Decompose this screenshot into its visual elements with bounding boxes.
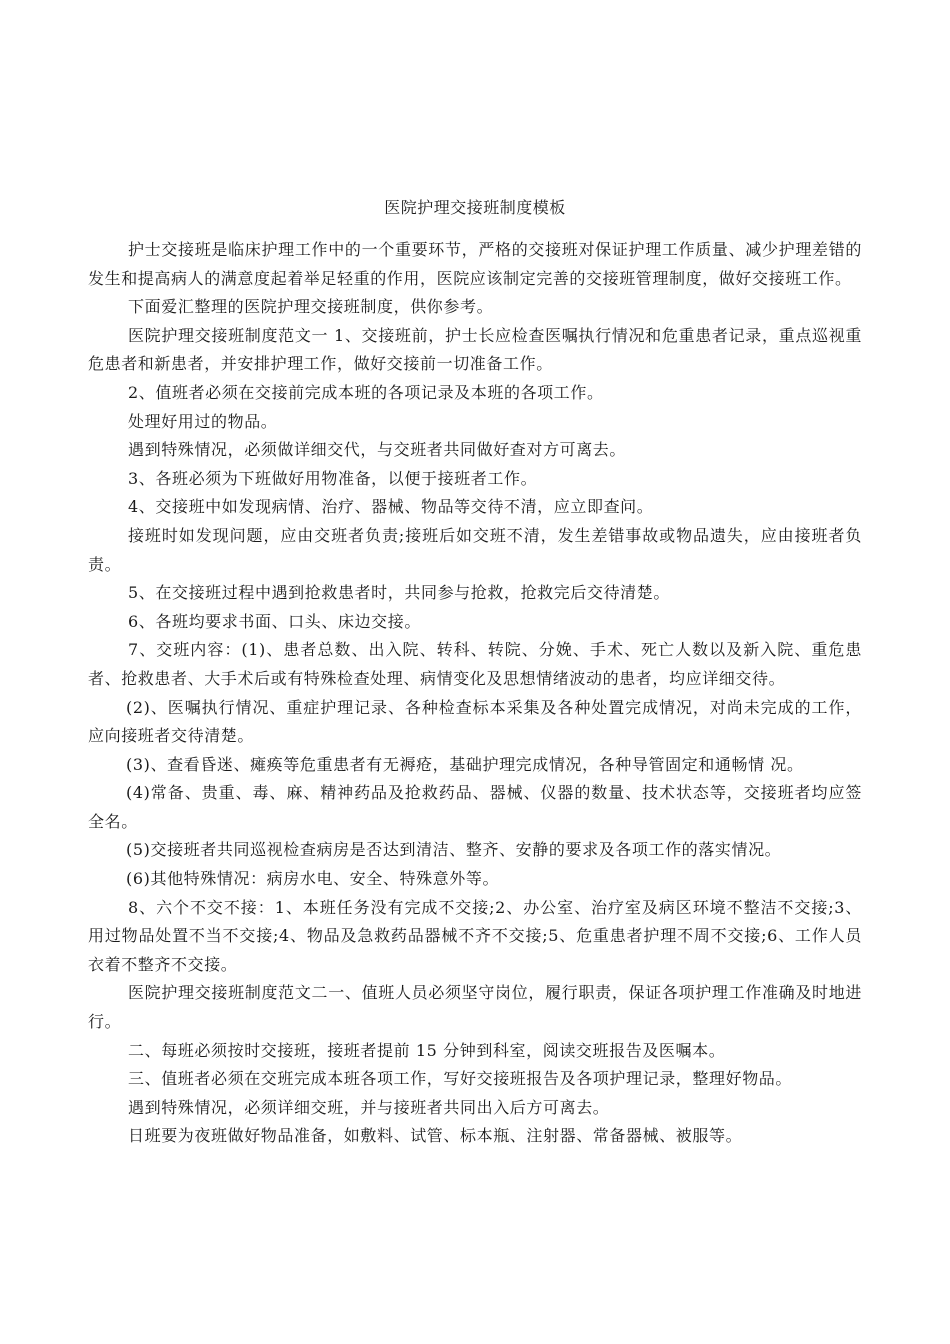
paragraph-item-8: 8、六个不交不接：1、本班任务没有完成不交接;2、办公室、治疗室及病区环境不整洁不交接;3、用过物品处置不当不交接;4、物品及急救药品器械不齐不交接;5、危重患者护理不周不交接;6、工作人员衣着不整齐不交接。 [88,897,862,974]
paragraph-template-two-item-1: 医院护理交接班制度范文二一、值班人员必须坚守岗位，履行职责，保证各项护理工作准确及时地进行。 [88,983,862,1032]
paragraph-subitem-5: (5)交接班者共同巡视检查病房是否达到清洁、整齐、安静的要求及各项工作的落实情况。 [126,840,782,860]
paragraph-reference: 下面爱汇整理的医院护理交接班制度，供你参考。 [128,297,494,317]
paragraph-subitem-3: (3)、查看昏迷、瘫痪等危重患者有无褥疮，基础护理完成情况，各种导管固定和通畅情 况。 [126,754,804,774]
paragraph-template-two-item-3: 三、值班者必须在交班完成本班各项工作，写好交接班报告及各项护理记录，整理好物品。 [128,1069,793,1089]
paragraph-item-2: 2、值班者必须在交接前完成本班的各项记录及本班的各项工作。 [128,382,604,402]
paragraph-template-one-item-1: 医院护理交接班制度范文一 1、交接班前，护士长应检查医嘱执行情况和危重患者记录，重点巡视重危患者和新患者，并安排护理工作，做好交接前一切准备工作。 [88,325,862,374]
paragraph-subitem-4: (4)常备、贵重、毒、麻、精神药品及抢救药品、器械、仪器的数量、技术状态等，交接班者均应签全名。 [88,783,862,831]
paragraph-special-cases: 遇到特殊情况，必须做详细交代，与交班者共同做好查对方可离去。 [128,440,627,460]
paragraph-day-shift: 日班要为夜班做好物品准备，如敷料、试管、标本瓶、注射器、常备器械、被服等。 [128,1126,743,1146]
paragraph-item-7: 7、交班内容：(1)、患者总数、出入院、转科、转院、分娩、手术、死亡人数以及新入院、重危患者、抢救患者、大手术后或有特殊检查处理、病情变化及思想情绪波动的患者，均应详细交待。 [88,640,862,688]
paragraph-used-items: 处理好用过的物品。 [128,411,278,431]
document-title: 医院护理交接班制度模板 [384,198,566,217]
document-body [88,236,862,1151]
paragraph-responsibility: 接班时如发现问题，应由交班者负责;接班后如交班不清，发生差错事故或物品遗失，应由接班者负责。 [88,525,862,574]
paragraph-item-5: 5、在交接班过程中遇到抢救患者时，共同参与抢救，抢救完后交待清楚。 [128,583,670,603]
paragraph-detailed-handover: 遇到特殊情况，必须详细交班，并与接班者共同出入后方可离去。 [128,1097,610,1117]
paragraph-item-3: 3、各班必须为下班做好用物准备，以便于接班者工作。 [128,468,538,488]
paragraph-item-6: 6、各班均要求书面、口头、床边交接。 [128,611,421,631]
paragraph-item-4: 4、交接班中如发现病情、治疗、器械、物品等交待不清，应立即查问。 [128,497,654,517]
paragraph-intro: 护士交接班是临床护理工作中的一个重要环节，严格的交接班对保证护理工作质量、减少护理差错的发生和提高病人的满意度起着举足轻重的作用，医院应该制定完善的交接班管理制度，做好交接班工作。 [88,240,862,288]
paragraph-subitem-2: (2)、医嘱执行情况、重症护理记录、各种检查标本采集及各种处置完成情况，对尚未完成的工作，应向接班者交待清楚。 [88,697,862,746]
paragraph-subitem-6: (6)其他特殊情况：病房水电、安全、特殊意外等。 [126,869,500,889]
paragraph-template-two-item-2: 二、每班必须按时交接班，接班者提前 15 分钟到科室，阅读交班报告及医嘱本。 [128,1040,726,1060]
